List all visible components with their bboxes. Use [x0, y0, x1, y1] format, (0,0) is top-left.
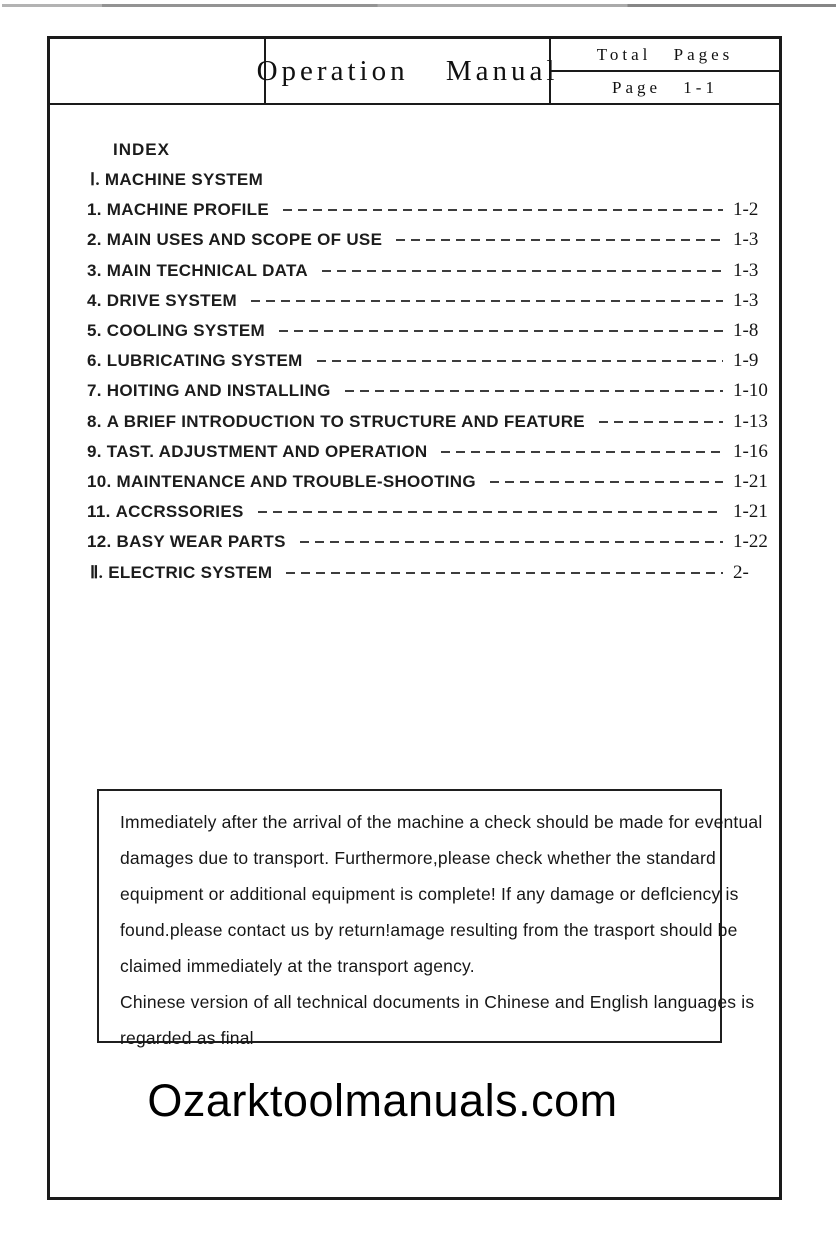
index-row — [87, 286, 779, 316]
index-item-title: DRIVE SYSTEM — [106, 290, 237, 310]
index-item-title: A BRIEF INTRODUCTION TO STRUCTURE AND FEATURE — [106, 411, 585, 431]
index-item-title: MACHINE PROFILE — [106, 200, 270, 220]
scan-artifact-line — [2, 4, 836, 7]
dotted-leader — [283, 209, 723, 211]
index-item-number: 2. — [87, 230, 102, 250]
index-item-page: 1-10 — [733, 380, 768, 402]
index-item-page: 1-9 — [733, 350, 759, 372]
notice-line: equipment or additional equipment is complete! If any damage or deflciency is — [120, 884, 739, 904]
index-item-number: 9. — [87, 441, 102, 461]
index-row — [87, 527, 779, 557]
index-row — [87, 225, 779, 255]
dotted-leader — [322, 270, 723, 272]
notice-line: found.please contact us by return!amage resulting from the trasport should be — [120, 920, 738, 940]
index-item-page: 1-3 — [733, 289, 759, 311]
notice-line: Immediately after the arrival of the machine a check should be made for eventual — [120, 812, 763, 832]
index-item-title: TAST. ADJUSTMENT AND OPERATION — [106, 441, 428, 461]
index-item-number: Ⅱ. — [90, 562, 104, 582]
index-item-page: 1-21 — [733, 470, 768, 492]
header-table — [50, 39, 779, 105]
index-row — [87, 407, 779, 437]
index-row — [87, 376, 779, 406]
index-item-page: 1-8 — [733, 320, 759, 342]
index-item-number: Ⅰ. — [90, 170, 100, 190]
dotted-leader — [599, 421, 723, 423]
index-row — [87, 195, 779, 225]
index-item-page: 1-16 — [733, 440, 768, 462]
index-item-number: 10. — [87, 471, 112, 491]
index-item-number: 6. — [87, 351, 102, 371]
index-item-title: MAINTENANCE AND TROUBLE-SHOOTING — [116, 471, 476, 491]
index-item-number: 5. — [87, 321, 102, 341]
index-item-title: MACHINE SYSTEM — [104, 170, 264, 190]
index-item-page: 1-3 — [733, 259, 759, 281]
dotted-leader — [286, 572, 723, 574]
index-item-page: 2- — [733, 561, 749, 583]
index-row — [87, 165, 779, 195]
header-pages-cell — [551, 39, 779, 103]
index-item-number: 12. — [87, 532, 112, 552]
index-item-title: MAIN TECHNICAL DATA — [106, 260, 308, 280]
index-item-page: 1-13 — [733, 410, 768, 432]
index-item-title: MAIN USES AND SCOPE OF USE — [106, 230, 383, 250]
header-blank-cell — [50, 39, 266, 103]
document-title: Operation Manual — [266, 39, 551, 103]
index-item-number: 4. — [87, 290, 102, 310]
index-item-page: 1-2 — [733, 199, 759, 221]
index-item-title: BASY WEAR PARTS — [116, 532, 286, 552]
dotted-leader — [317, 360, 723, 362]
notice-line: damages due to transport. Furthermore,please check whether the standard — [120, 848, 716, 868]
dotted-leader — [441, 451, 723, 453]
notice-line: claimed immediately at the transport agency. — [120, 956, 475, 976]
dotted-leader — [345, 390, 723, 392]
notice-line: regarded as final — [120, 1028, 254, 1048]
notice-box — [97, 789, 763, 1048]
index-item-number: 1. — [87, 200, 102, 220]
watermark-text: Ozarktoolmanuals.com — [147, 1075, 618, 1126]
index-item-number: 3. — [87, 260, 102, 280]
index-row — [87, 437, 779, 467]
notice-line: Chinese version of all technical documents in Chinese and English languages is — [120, 992, 755, 1012]
index-row — [87, 557, 779, 587]
index-row — [87, 316, 779, 346]
index-item-number: 11. — [87, 502, 111, 522]
index-item-page: 1-3 — [733, 229, 759, 251]
dotted-leader — [258, 511, 723, 513]
index-item-title: ELECTRIC SYSTEM — [108, 562, 273, 582]
index-item-title: HOITING AND INSTALLING — [106, 381, 331, 401]
table-of-contents — [87, 135, 779, 588]
dotted-leader — [251, 300, 723, 302]
manual-page-frame — [47, 36, 782, 1200]
index-item-number: 7. — [87, 381, 102, 401]
index-item-title: LUBRICATING SYSTEM — [106, 351, 303, 371]
index-item-number: 8. — [87, 411, 102, 431]
index-row — [87, 346, 779, 376]
index-item-title: COOLING SYSTEM — [106, 321, 265, 341]
index-row — [87, 467, 779, 497]
page-number-label: Page 1-1 — [612, 77, 718, 97]
index-row — [87, 497, 779, 527]
index-row — [87, 256, 779, 286]
dotted-leader — [279, 330, 723, 332]
total-pages-label: Total Pages — [551, 39, 779, 72]
index-item-title: ACCRSSORIES — [115, 502, 244, 522]
dotted-leader — [396, 239, 723, 241]
dotted-leader — [490, 481, 723, 483]
dotted-leader — [300, 541, 723, 543]
index-item-page: 1-22 — [733, 531, 768, 553]
index-item-page: 1-21 — [733, 501, 768, 523]
index-heading: INDEX — [113, 140, 170, 159]
